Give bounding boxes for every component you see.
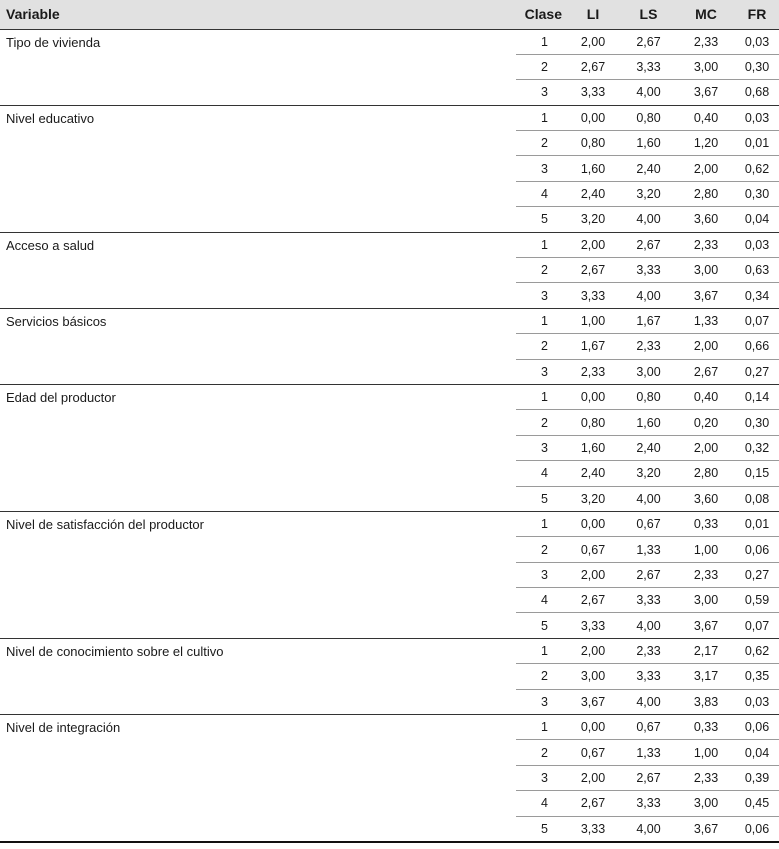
- cell-mc: 3,00: [677, 54, 735, 79]
- cell-ls: 4,00: [620, 816, 677, 841]
- cell-ls: 4,00: [620, 613, 677, 638]
- cell-fr: 0,39: [735, 765, 779, 790]
- cell-mc: 2,00: [677, 334, 735, 359]
- cell-fr: 0,15: [735, 461, 779, 486]
- cell-mc: 3,83: [677, 689, 735, 714]
- table-row: [0, 384, 779, 409]
- cell-mc: 3,60: [677, 486, 735, 511]
- table-row: [0, 105, 779, 130]
- cell-li: 2,40: [566, 181, 620, 206]
- variable-name: Edad del productor: [0, 384, 516, 511]
- cell-clase: 5: [516, 207, 566, 232]
- cell-fr: 0,01: [735, 131, 779, 156]
- cell-mc: 2,17: [677, 638, 735, 663]
- cell-fr: 0,27: [735, 359, 779, 384]
- cell-ls: 2,67: [620, 765, 677, 790]
- table-row: [0, 29, 779, 54]
- cell-ls: 3,33: [620, 54, 677, 79]
- cell-li: 2,00: [566, 232, 620, 257]
- cell-clase: 1: [516, 384, 566, 409]
- cell-ls: 4,00: [620, 689, 677, 714]
- cell-li: 2,33: [566, 359, 620, 384]
- cell-ls: 3,33: [620, 258, 677, 283]
- table-row: [0, 232, 779, 257]
- variable-name: Nivel de integración: [0, 715, 516, 842]
- cell-mc: 3,00: [677, 791, 735, 816]
- cell-ls: 4,00: [620, 486, 677, 511]
- cell-li: 1,67: [566, 334, 620, 359]
- cell-mc: 0,33: [677, 715, 735, 740]
- cell-mc: 2,00: [677, 156, 735, 181]
- cell-mc: 3,67: [677, 283, 735, 308]
- cell-ls: 2,67: [620, 232, 677, 257]
- cell-fr: 0,06: [735, 816, 779, 841]
- table-body: [0, 29, 779, 842]
- cell-fr: 0,27: [735, 562, 779, 587]
- cell-fr: 0,63: [735, 258, 779, 283]
- cell-clase: 3: [516, 689, 566, 714]
- table-row: [0, 511, 779, 536]
- cell-mc: 2,33: [677, 232, 735, 257]
- cell-li: 3,33: [566, 283, 620, 308]
- cell-fr: 0,68: [735, 80, 779, 105]
- cell-ls: 1,60: [620, 410, 677, 435]
- cell-clase: 2: [516, 131, 566, 156]
- cell-fr: 0,35: [735, 664, 779, 689]
- cell-li: 0,00: [566, 384, 620, 409]
- cell-clase: 1: [516, 715, 566, 740]
- cell-ls: 3,33: [620, 664, 677, 689]
- cell-li: 0,80: [566, 131, 620, 156]
- cell-fr: 0,06: [735, 537, 779, 562]
- cell-ls: 0,80: [620, 384, 677, 409]
- cell-li: 0,00: [566, 105, 620, 130]
- cell-ls: 1,33: [620, 537, 677, 562]
- cell-li: 1,60: [566, 156, 620, 181]
- cell-mc: 3,60: [677, 207, 735, 232]
- cell-fr: 0,03: [735, 232, 779, 257]
- cell-li: 2,67: [566, 54, 620, 79]
- cell-ls: 2,40: [620, 156, 677, 181]
- table-row: [0, 715, 779, 740]
- cell-ls: 4,00: [620, 283, 677, 308]
- cell-mc: 0,40: [677, 105, 735, 130]
- cell-ls: 2,33: [620, 334, 677, 359]
- cell-li: 0,00: [566, 715, 620, 740]
- cell-ls: 4,00: [620, 80, 677, 105]
- cell-li: 1,60: [566, 435, 620, 460]
- cell-mc: 3,17: [677, 664, 735, 689]
- cell-li: 3,33: [566, 80, 620, 105]
- cell-clase: 2: [516, 334, 566, 359]
- cell-clase: 2: [516, 410, 566, 435]
- cell-fr: 0,07: [735, 613, 779, 638]
- cell-clase: 4: [516, 181, 566, 206]
- header-ls: LS: [620, 0, 677, 29]
- cell-ls: 3,33: [620, 588, 677, 613]
- cell-mc: 1,00: [677, 537, 735, 562]
- cell-fr: 0,03: [744, 34, 770, 49]
- cell-ls: 3,00: [620, 359, 677, 384]
- cell-clase: 3: [516, 283, 566, 308]
- variable-name: Acceso a salud: [0, 232, 516, 308]
- cell-fr: 0,62: [735, 156, 779, 181]
- cell-fr: 0,03: [735, 105, 779, 130]
- cell-li: 2,67: [566, 791, 620, 816]
- cell-li: 1,00: [566, 308, 620, 333]
- cell-ls: 2,33: [620, 638, 677, 663]
- cell-mc: 2,80: [677, 461, 735, 486]
- cell-li: 0,00: [566, 511, 620, 536]
- cell-clase: 2: [516, 54, 566, 79]
- cell-fr: 0,14: [735, 384, 779, 409]
- cell-clase: 4: [516, 791, 566, 816]
- cell-mc: 2,80: [677, 181, 735, 206]
- cell-mc: 1,33: [677, 308, 735, 333]
- cell-ls: 0,67: [620, 511, 677, 536]
- cell-ls: 1,67: [620, 308, 677, 333]
- cell-li: 3,33: [566, 816, 620, 841]
- cell-clase: 3: [516, 562, 566, 587]
- cell-li: 0,80: [566, 410, 620, 435]
- cell-mc: 2,00: [677, 435, 735, 460]
- cell-mc: 2,33: [693, 34, 719, 49]
- cell-ls: 0,67: [620, 715, 677, 740]
- cell-li: 2,00: [566, 765, 620, 790]
- cell-fr: 0,32: [735, 435, 779, 460]
- cell-fr: 0,06: [735, 715, 779, 740]
- cell-mc: 3,67: [677, 816, 735, 841]
- cell-fr: 0,59: [735, 588, 779, 613]
- cell-fr: 0,66: [735, 334, 779, 359]
- header-mc: MC: [677, 0, 735, 29]
- cell-fr: 0,45: [735, 791, 779, 816]
- cell-clase: 3: [516, 80, 566, 105]
- cell-clase: 5: [516, 486, 566, 511]
- cell-ls: 2,40: [620, 435, 677, 460]
- cell-ls: 3,20: [620, 461, 677, 486]
- header-variable: Variable: [0, 0, 516, 29]
- variable-name: Nivel educativo: [0, 105, 516, 232]
- cell-ls: 3,33: [620, 791, 677, 816]
- cell-li: 3,20: [566, 486, 620, 511]
- cell-ls: 1,33: [620, 740, 677, 765]
- cell-fr: 0,08: [735, 486, 779, 511]
- variable-name: Nivel de conocimiento sobre el cultivo: [0, 638, 516, 714]
- cell-mc: 0,40: [677, 384, 735, 409]
- cell-clase: 1: [516, 232, 566, 257]
- cell-li: 2,00: [566, 638, 620, 663]
- cell-li: 2,00: [566, 562, 620, 587]
- cell-fr: 0,30: [735, 181, 779, 206]
- cell-clase: 3: [516, 359, 566, 384]
- cell-li: 2,67: [566, 588, 620, 613]
- cell-clase: 1: [516, 105, 566, 130]
- cell-clase: 5: [516, 613, 566, 638]
- cell-clase: 3: [516, 156, 566, 181]
- cell-li: 0,67: [566, 740, 620, 765]
- cell-ls: 4,00: [620, 207, 677, 232]
- cell-fr: 0,30: [735, 410, 779, 435]
- cell-clase: 2: [516, 537, 566, 562]
- cell-li: 2,00: [580, 34, 606, 49]
- cell-ls: 2,67: [636, 34, 661, 49]
- table-row: [0, 308, 779, 333]
- cell-fr: 0,01: [735, 511, 779, 536]
- cell-ls: 2,67: [620, 562, 677, 587]
- cell-mc: 2,33: [677, 562, 735, 587]
- cell-ls: 3,20: [620, 181, 677, 206]
- cell-mc: 3,00: [677, 588, 735, 613]
- cell-mc: 2,67: [677, 359, 735, 384]
- cell-ls: 0,80: [620, 105, 677, 130]
- cell-fr: 0,30: [735, 54, 779, 79]
- cell-clase: 3: [516, 435, 566, 460]
- variable-name: Nivel de satisfacción del productor: [0, 511, 516, 638]
- cell-li: 3,00: [566, 664, 620, 689]
- cell-clase: 2: [516, 258, 566, 283]
- header-li: LI: [566, 0, 620, 29]
- cell-li: 2,67: [566, 258, 620, 283]
- cell-li: 3,67: [566, 689, 620, 714]
- cell-ls: 1,60: [620, 131, 677, 156]
- cell-clase: 5: [516, 816, 566, 841]
- cell-mc: 3,67: [677, 80, 735, 105]
- header-fr: FR: [735, 0, 779, 29]
- cell-li: 3,20: [566, 207, 620, 232]
- cell-fr: 0,07: [735, 308, 779, 333]
- cell-mc: 0,33: [677, 511, 735, 536]
- cell-clase: 4: [516, 588, 566, 613]
- cell-fr: 0,03: [735, 689, 779, 714]
- variable-name: Servicios básicos: [0, 308, 516, 384]
- cell-li: 3,33: [566, 613, 620, 638]
- cell-mc: 0,20: [677, 410, 735, 435]
- cell-fr: 0,62: [735, 638, 779, 663]
- header-clase: Clase: [516, 0, 566, 29]
- cell-clase: 1: [541, 34, 548, 49]
- cell-clase: 1: [516, 308, 566, 333]
- cell-clase: 4: [516, 461, 566, 486]
- cell-mc: 2,33: [677, 765, 735, 790]
- cell-mc: 3,00: [677, 258, 735, 283]
- cell-clase: 3: [516, 765, 566, 790]
- variable-name: Tipo de vivienda: [6, 34, 101, 50]
- table-row: [0, 638, 779, 663]
- cell-clase: 2: [516, 664, 566, 689]
- table-header: [0, 0, 779, 29]
- cell-clase: 2: [516, 740, 566, 765]
- cell-clase: 1: [516, 511, 566, 536]
- cell-li: 0,67: [566, 537, 620, 562]
- cell-clase: 1: [516, 638, 566, 663]
- cell-fr: 0,04: [735, 207, 779, 232]
- cell-mc: 1,00: [677, 740, 735, 765]
- cell-fr: 0,34: [735, 283, 779, 308]
- cell-fr: 0,04: [735, 740, 779, 765]
- cell-mc: 1,20: [677, 131, 735, 156]
- cell-li: 2,40: [566, 461, 620, 486]
- cell-mc: 3,67: [677, 613, 735, 638]
